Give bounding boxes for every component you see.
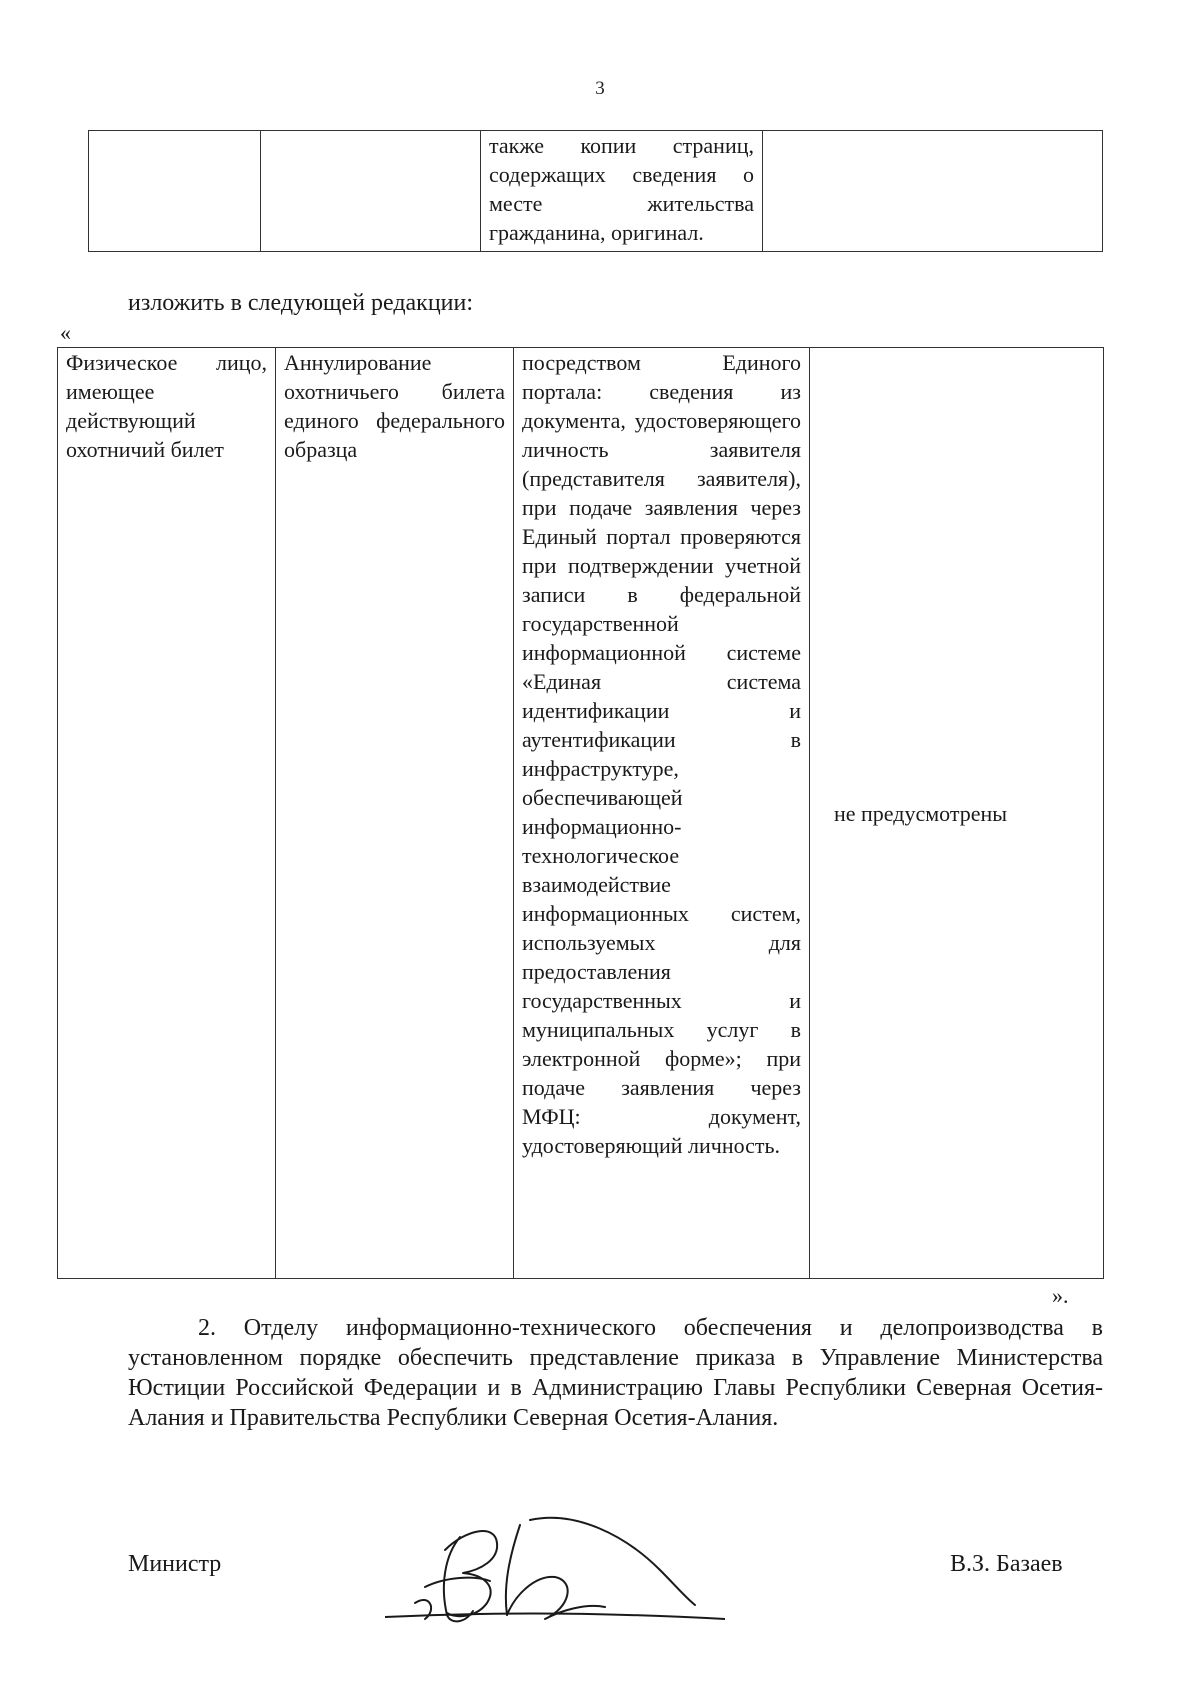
table-row <box>58 348 1104 1279</box>
documents-cell: посредством Единого портала: сведения из документа, удостоверяющего личность заявителя (представителя заявителя), при подаче заявления через Единый портал проверяются при подтверждении учетной записи в федеральной государственной информационной системе «Единая система идентификации и аутентификации в инфраструктуре, обеспечивающей информационно-технологическое взаимодействие информационных систем, используемых для предоставления государственных и муниципальных услуг в электронной форме»; при подаче заявления через МФЦ: документ, удостоверяющий личность. <box>514 348 810 1279</box>
open-quote: « <box>60 320 71 345</box>
table-cell <box>261 131 481 252</box>
new-edition-table <box>57 347 1104 1279</box>
intro-text: изложить в следующей редакции: <box>128 290 474 316</box>
table-row <box>89 131 1103 252</box>
close-quote: ». <box>1052 1283 1069 1308</box>
applicant-cell: Физическое лицо, имеющее действующий охотничий билет <box>58 348 276 1279</box>
signature-image <box>385 1515 725 1635</box>
table-cell: также копии страниц, содержащих сведения о месте жительства гражданина, оригинал. <box>481 131 763 252</box>
previous-table-fragment <box>88 130 1103 252</box>
table-cell <box>89 131 261 252</box>
table-cell <box>763 131 1103 252</box>
signatory-title: Министр <box>128 1551 222 1577</box>
service-cell: Аннулирование охотничьего билета единого федерального образца <box>276 348 514 1279</box>
grounds-cell: не предусмотрены <box>810 348 1104 1279</box>
paragraph-2: 2. Отделу информационно-технического обеспечения и делопроизводства в установленном порядке обеспечить представление приказа в Управление Министерства Юстиции Российской Федерации и в Администрацию Главы Республики Северная Осетия-Алания и Правительства Республики Северная Осетия-Алания. <box>128 1315 1103 1431</box>
signatory-name: В.З. Базаев <box>950 1551 1063 1577</box>
page-number: 3 <box>595 78 605 99</box>
